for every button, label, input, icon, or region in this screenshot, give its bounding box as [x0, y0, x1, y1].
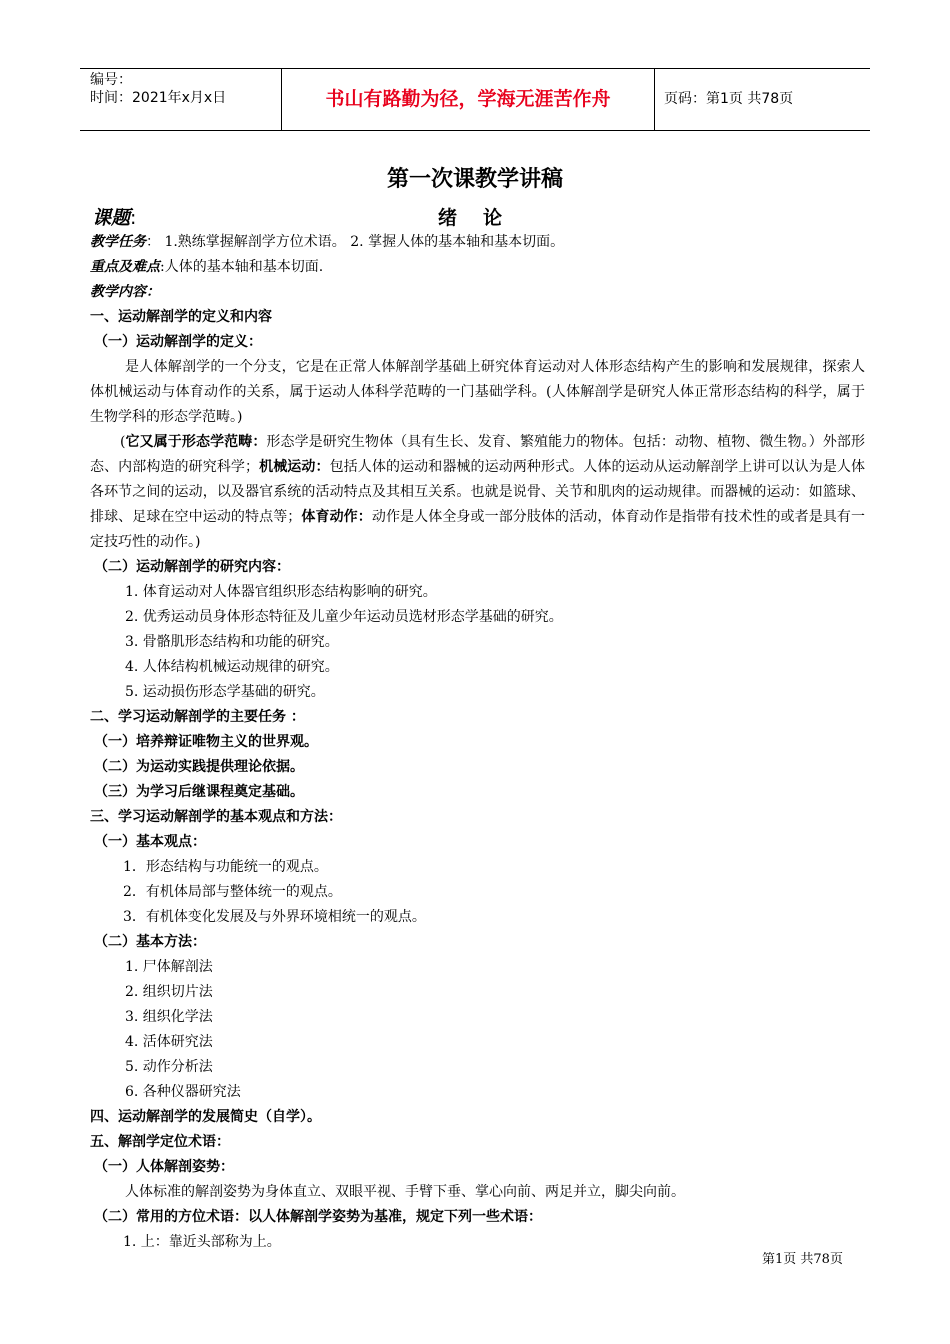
- key-points-text: :人体的基本轴和基本切面.: [160, 259, 324, 275]
- document-title: 第一次课教学讲稿: [386, 167, 563, 192]
- section-heading: 四、运动解剖学的发展简史（自学）。: [90, 1109, 321, 1125]
- list-item: 5. 动作分析法: [125, 1059, 213, 1075]
- list-item: 2. 优秀运动员身体形态特征及儿童少年运动员选材形态学基础的研究。: [125, 609, 563, 625]
- content-label: 教学内容：: [90, 284, 160, 300]
- list-item: 5. 运动损伤形态学基础的研究。: [125, 684, 325, 700]
- list-item: 1. 尸体解剖法: [125, 959, 213, 975]
- paragraph: (它又属于形态学范畴：形态学是研究生物体（具有生长、发育、繁殖能力的物体。包括：动物、植物、微生物。）外部形态、内部构造的研究科学；机械运动：包括人体的运动和器械的运动两种形式。人体的运动从运动解剖学上讲可以认为是人体各环节之间的运动，以及器官系统的活动特点及其相互关系。也就是说骨、关节和肌肉的运动规律。而器械的运动：如篮球、排球、足球在空中运动的特点等；体育动作：动作是人体全身或一部分肢体的活动，体育动作是指带有技术性的或者是具有一定技巧性的动作。): [90, 434, 866, 550]
- header-motto: 书山有路勤为径，学海无涯苦作舟: [325, 88, 611, 110]
- teaching-task-text: ： 1.熟练掌握解剖学方位术语。 2. 掌握人体的基本轴和基本切面。: [146, 234, 565, 250]
- subsection-heading: （一）培养辩证唯物主义的世界观。: [94, 734, 318, 750]
- list-item: 2. 组织切片法: [125, 984, 213, 1000]
- list-item: 1．形态结构与功能统一的观点。: [123, 859, 328, 875]
- list-item: 1. 体育运动对人体器官组织形态结构影响的研究。: [125, 584, 437, 600]
- subsection-heading: （二）运动解剖学的研究内容：: [94, 559, 290, 575]
- header-meta: [90, 71, 280, 107]
- header-divider: [654, 69, 655, 130]
- teaching-task-label: 教学任务: [90, 234, 146, 250]
- teaching-task: [90, 230, 865, 255]
- list-item: 3. 组织化学法: [125, 1009, 213, 1025]
- list-item: 4. 活体研究法: [125, 1034, 213, 1050]
- list-item: 3．有机体变化发展及与外界环境相统一的观点。: [123, 909, 426, 925]
- list-item: 3. 骨骼肌形态结构和功能的研究。: [125, 634, 339, 650]
- section-heading: 三、学习运动解剖学的基本观点和方法：: [90, 809, 342, 825]
- subsection-heading: （一）运动解剖学的定义：: [94, 334, 262, 350]
- topic-name: 绪论: [438, 207, 529, 229]
- header-page-info: 页码：第1页 共78页: [664, 91, 794, 107]
- subsection-heading: （二）为运动实践提供理论依据。: [94, 759, 304, 775]
- key-points: [90, 255, 865, 280]
- subsection-heading: （一）基本观点：: [94, 834, 206, 850]
- subsection-heading: （二）常用的方位术语：以人体解剖学姿势为基准，规定下列一些术语：: [94, 1209, 542, 1225]
- list-item: 2．有机体局部与整体统一的观点。: [123, 884, 342, 900]
- section-heading: 五、解剖学定位术语：: [90, 1134, 230, 1150]
- list-item: 4. 人体结构机械运动规律的研究。: [125, 659, 339, 675]
- paragraph: 人体标准的解剖姿势为身体直立、双眼平视、手臂下垂、掌心向前、两足并立，脚尖向前。: [125, 1184, 685, 1200]
- date-label: 时间：2021年x月x日: [90, 90, 227, 106]
- page-footer: 第1页 共78页: [762, 1252, 843, 1267]
- key-points-label: 重点及难点: [90, 259, 160, 275]
- section-heading: 一、运动解剖学的定义和内容: [90, 309, 272, 325]
- paragraph: 是人体解剖学的一个分支，它是在正常人体解剖学基础上研究体育运动对人体形态结构产生的影响和发展规律，探索人体机械运动与体育动作的关系，属于运动人体科学范畴的一门基础学科。(人体解剖学是研究人体正常形态结构的科学，属于生物学科的形态学范畴。): [90, 359, 865, 425]
- section-heading: 二、学习运动解剖学的主要任务 ：: [90, 709, 305, 725]
- subsection-heading: （三）为学习后继课程奠定基础。: [94, 784, 304, 800]
- subsection-heading: （二）基本方法：: [94, 934, 206, 950]
- number-label: 编号：: [90, 72, 132, 88]
- lecture-content: [90, 230, 865, 1255]
- subsection-heading: （一）人体解剖姿势：: [94, 1159, 234, 1175]
- list-item: 6. 各种仪器研究法: [125, 1084, 241, 1100]
- page-header: [80, 68, 870, 131]
- topic-label: 课题:: [92, 207, 137, 229]
- list-item: 1. 上：靠近头部称为上。: [123, 1234, 281, 1250]
